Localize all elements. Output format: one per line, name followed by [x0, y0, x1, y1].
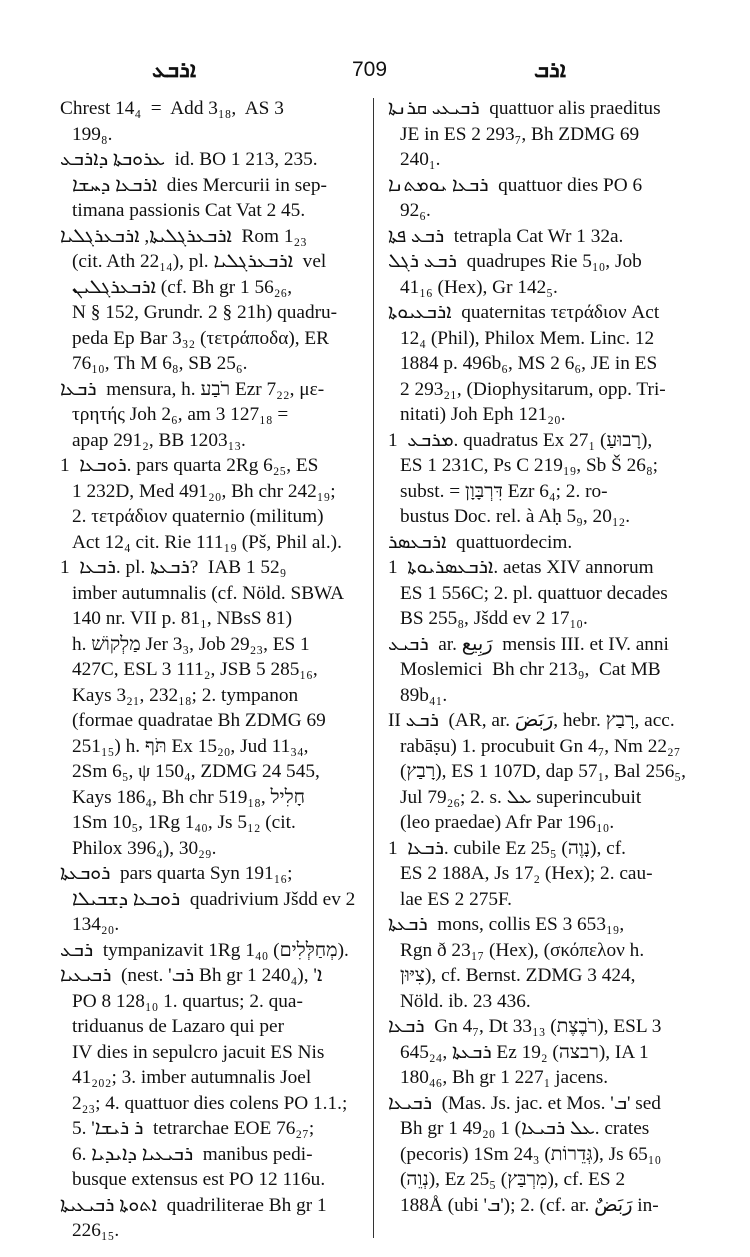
- entry-line: imber autumnalis (cf. Nöld. SBWA: [72, 582, 345, 604]
- entry-line: ܐܬܘܬܐ ܪܒܝܥܝܬܐ quadriliterae Bh gr 1: [60, 1194, 327, 1216]
- entry-line: 5. 'ܪ ܪܝܫܐ tetrarchae EOE 76₂₇;: [72, 1118, 315, 1139]
- dictionary-entry: [388, 530, 720, 556]
- entry-line: ܪܒܝܥܝ ܩܪܢܬܐ quattuor alis praeditus: [388, 98, 661, 119]
- dictionary-entry: [388, 836, 720, 913]
- entry-line: Nöld. ib. 23 436.: [400, 990, 531, 1012]
- entry-line: 12₄ (Phil), Philox Mem. Linc. 12: [400, 327, 655, 349]
- entry-line: 41₂₀₂; 3. imber autumnalis Joel: [72, 1067, 312, 1088]
- entry-line: (leo praedae) Afr Par 196₁₀.: [400, 812, 615, 833]
- entry-line: h. מַלְקוֹשׁ Jer 3₃, Job 29₂₃, ES 1: [72, 633, 310, 655]
- entry-line: ܐܪܒܥܣܪܝܘܬܐ 1. aetas XIV annorum: [388, 557, 654, 578]
- entry-line: 1 232D, Med 491₂₀, Bh chr 242₁₉;: [72, 480, 336, 502]
- entry-line: 180₄₆, Bh gr 1 227₁ jacens.: [400, 1067, 609, 1088]
- dictionary-entry: [60, 1193, 366, 1244]
- entry-line: ܪܒܥܐ 1. cubile Ez 25₅ (נָוֶה), cf.: [388, 837, 626, 859]
- entry-line: Act 12₄ cit. Rie 111₁₉ (Pš, Phil al.).: [72, 531, 342, 553]
- dictionary-entry: [388, 708, 720, 836]
- entry-line: bustus Doc. rel. à Aḥ 5₉, 20₁₂.: [400, 506, 631, 527]
- dictionary-entry: [388, 224, 720, 250]
- entry-line: Rgn ð 23₁₇ (Hex), (σκόπελον h.: [400, 939, 645, 961]
- running-head-left: ܐܪܒܥ: [152, 58, 197, 83]
- dictionary-entry: [388, 555, 720, 632]
- entry-line: Bh gr 1 49₂₀ ܥܠ ܪܒܝܥܐ) 1. crates: [400, 1118, 650, 1139]
- entry-line: 92₆.: [400, 200, 431, 221]
- entry-line: ܐܪܒܥܣܪ quattuordecim.: [388, 531, 573, 553]
- entry-line: 89b₄₁.: [400, 684, 448, 706]
- entry-line: JE in ES 2 293₇, Bh ZDMG 69: [400, 123, 640, 145]
- entry-line: ܪܒܝܥܐ (Mas. Js. jac. et Mos. 'ܒ' sed: [388, 1092, 661, 1114]
- dictionary-entry: [388, 1014, 720, 1091]
- page-number: 709: [352, 58, 388, 81]
- dictionary-entry: [388, 1091, 720, 1219]
- entry-line: Jul 79₂₆; 2. s. ܥܠ superincubuit: [400, 786, 642, 808]
- entry-line: Philox 396₄), 30₂₉.: [72, 837, 217, 859]
- entry-line: 188Å (ubi 'ܒ'); 2. (cf. ar. رَبَضٌ in-: [400, 1194, 659, 1216]
- entry-line: ܥܪܘܒܬܐ ܕܐܪܒܥ id. BO 1 213, 235.: [60, 149, 318, 170]
- entry-line: (רָבַץ), ES 1 107D, dap 57₁, Bal 256₅,: [400, 761, 686, 782]
- entry-line: triduanus de Lazaro qui per: [72, 1016, 285, 1037]
- entry-line: צִיּוּן), cf. Bernst. ZDMG 3 424,: [400, 965, 636, 986]
- entry-line: 140 nr. VII p. 81₁, NBsS 81): [72, 608, 293, 629]
- entry-line: ܪܒܥ tympanizavit 1Rg 1₄₀ (מְחַלְּלִים).: [60, 939, 349, 961]
- entry-line: 240₁.: [400, 149, 441, 170]
- dictionary-entry: [60, 938, 366, 964]
- dictionary-entry: [388, 300, 720, 428]
- dictionary-entry: [388, 912, 720, 1014]
- dictionary-entry: [388, 173, 720, 224]
- entry-line: N § 152, Grundr. 2 § 21h) quadru-: [72, 302, 338, 323]
- entry-line: 1Sm 10₅, 1Rg 1₄₀, Js 5₁₂ (cit.: [72, 812, 296, 833]
- entry-line: PO 8 128₁₀ 1. quartus; 2. qua-: [72, 990, 303, 1012]
- entry-line: 251₁₅) h. תֹּף Ex 15₂₀, Jud 11₃₄,: [72, 735, 309, 757]
- dictionary-entry: [388, 96, 720, 173]
- entry-line: 199₈.: [72, 123, 113, 145]
- entry-line: (formae quadratae Bh ZDMG 69: [72, 710, 326, 731]
- entry-line: (pecoris) 1Sm 24₃ (גְּדֵרוֹת), Js 65₁₀: [400, 1143, 662, 1165]
- dictionary-entry: [60, 963, 366, 1193]
- entry-line: ܐܪܒܥܐ ܕܚܫܐ dies Mercurii in sep-: [72, 174, 327, 196]
- entry-line: 6. ܪܒܝܥܝܐ ܕܐܝܕܝܐ manibus pedi-: [72, 1143, 313, 1165]
- entry-line: peda Ep Bar 3₃₂ (τετράποδα), ER: [72, 327, 330, 349]
- entry-line: τρητής Joh 2₆, am 3 127₁₈ =: [72, 404, 289, 425]
- entry-line: ES 1 556C; 2. pl. quattuor decades: [400, 582, 668, 604]
- entry-line: Kays 3₂₁, 232₁₈; 2. tympanon: [72, 684, 299, 706]
- entry-line: busque extensus est PO 12 116u.: [72, 1169, 326, 1190]
- entry-line: (נְוֵה), Ez 25₅ (מִרְבַּץ), cf. ES 2: [400, 1169, 626, 1190]
- entry-line: ܪܘܒܥܐ 1. pars quarta 2Rg 6₂₅, ES: [60, 455, 319, 476]
- left-column: [60, 96, 366, 1244]
- entry-line: ܐܪܒܥܪܓܠܝܬܐ, ܐܪܒܥܪܓܠܝܐ Rom 1₂₃: [60, 225, 307, 247]
- entry-line: 645₂₄, ܪܒܥܬܐ Ez 19₂ (רבצה), IA 1: [400, 1041, 649, 1063]
- entry-line: ܪܒܥܐ mensura, h. רֹבַע Ezr 7₂₂, με-: [60, 378, 325, 400]
- entry-line: ܪܒܥ ܪܓܠ quadrupes Rie 5₁₀, Job: [388, 251, 642, 272]
- entry-line: 2₂₃; 4. quattuor dies colens PO 1.1.;: [72, 1092, 348, 1114]
- entry-line: ܪܒܥܬܐ mons, collis ES 3 653₁₉,: [388, 914, 625, 935]
- entry-line: ܪܒܥܐ 1. pl. ܪܒܥܬܐ? IAB 1 52₉: [60, 557, 287, 578]
- dictionary-entry: [388, 249, 720, 300]
- entry-line: 226₁₅.: [72, 1220, 120, 1241]
- entry-line: subst. = דִּרְבָּוָן Ezr 6₄; 2. ro-: [400, 480, 608, 502]
- entry-line: Kays 186₄, Bh chr 519₁₈, חָלִיל: [72, 786, 306, 808]
- entry-line: 76₁₀, Th M 6₈, SB 25₆.: [72, 353, 248, 374]
- entry-line: ܪܒܥܐ Gn 4₇, Dt 33₁₃ (רֹבֶצֶת), ESL 3: [388, 1016, 662, 1037]
- right-column: [388, 96, 720, 1218]
- entry-line: ܪܒܥܐ ܝܘܡܬܢܐ quattuor dies PO 6: [388, 174, 643, 196]
- entry-line: timana passionis Cat Vat 2 45.: [72, 200, 306, 221]
- entry-line: lae ES 2 275F.: [400, 888, 512, 910]
- entry-line: (cit. Ath 22₁₄), pl. ܐܪܒܥܪܓܠܝܐ vel: [72, 251, 327, 272]
- entry-line: rabāṣu) 1. procubuit Gn 4₇, Nm 22₂₇: [400, 735, 681, 757]
- entry-line: IV dies in sepulcro jacuit ES Nis: [72, 1041, 325, 1063]
- entry-line: ES 2 188A, Js 17₂ (Hex); 2. cau-: [400, 863, 653, 884]
- entry-line: 134₂₀.: [72, 914, 120, 935]
- dictionary-entry: [60, 96, 366, 147]
- dictionary-entry: [60, 861, 366, 938]
- dictionary-entry: [60, 147, 366, 224]
- entry-line: ܡܪܒܥ 1. quadratus Ex 27₁ (רָבוּעַ),: [388, 429, 653, 451]
- column-divider: [373, 98, 374, 1238]
- entry-line: ܪܒܥ ܦܬܐ tetrapla Cat Wr 1 32a.: [388, 225, 624, 247]
- entry-line: ܪܒܝܥ ar. رَبِيع mensis III. et IV. anni: [388, 633, 669, 655]
- dictionary-entry: [60, 224, 366, 377]
- entry-line: nitati) Joh Eph 121₂₀.: [400, 404, 566, 425]
- entry-line: apap 291₂, BB 1203₁₃.: [72, 429, 246, 451]
- entry-line: Chrest 14₄ = Add 3₁₈, AS 3: [60, 98, 284, 119]
- dictionary-entry: [60, 453, 366, 555]
- entry-line: 1884 p. 496b₆, MS 2 6₆, JE in ES: [400, 353, 658, 374]
- entry-line: 2 293₂₁, (Diophysitarum, opp. Tri-: [400, 378, 666, 400]
- dictionary-entry: [60, 377, 366, 454]
- entry-line: BS 255₈, Jšdd ev 2 17₁₀.: [400, 608, 588, 629]
- entry-line: ܐܪܒܥܪܓܠܝܢ (cf. Bh gr 1 56₂₆,: [72, 276, 293, 298]
- entry-line: 427C, ESL 3 111₂, JSB 5 285₁₆,: [72, 659, 318, 680]
- entry-line: ܪܘܒܥܐ ܕܫܒܝܠܐ quadrivium Jšdd ev 2: [72, 888, 356, 910]
- dictionary-entry: [60, 555, 366, 861]
- entry-line: 2Sm 6₅, ψ 150₄, ZDMG 24 545,: [72, 761, 320, 782]
- entry-line: ܪܘܒܥܬܐ pars quarta Syn 191₁₆;: [60, 863, 293, 884]
- entry-line: 41₁₆ (Hex), Gr 142₅.: [400, 276, 558, 298]
- entry-line: II ܪܒܥ (AR, ar. رَبَضَ, hebr. רָבַץ, acc.: [388, 710, 675, 731]
- running-head-right: ܐܪܒ: [534, 58, 566, 83]
- entry-line: ܐܪܒܥܝܘܬܐ quaternitas τετράδιον Act: [388, 302, 660, 323]
- entry-line: 2. τετράδιον quaternio (militum): [72, 506, 324, 527]
- entry-line: ES 1 231C, Ps C 219₁₉, Sb Š 26₈;: [400, 455, 659, 476]
- dictionary-entry: [388, 428, 720, 530]
- entry-line: Moslemici Bh chr 213₉, Cat MB: [400, 659, 661, 680]
- entry-line: ܪܒܝܥܝܐ (nest. 'ܪܒ Bh gr 1 240₄), 'ܐ: [60, 965, 323, 986]
- dictionary-entry: [388, 632, 720, 709]
